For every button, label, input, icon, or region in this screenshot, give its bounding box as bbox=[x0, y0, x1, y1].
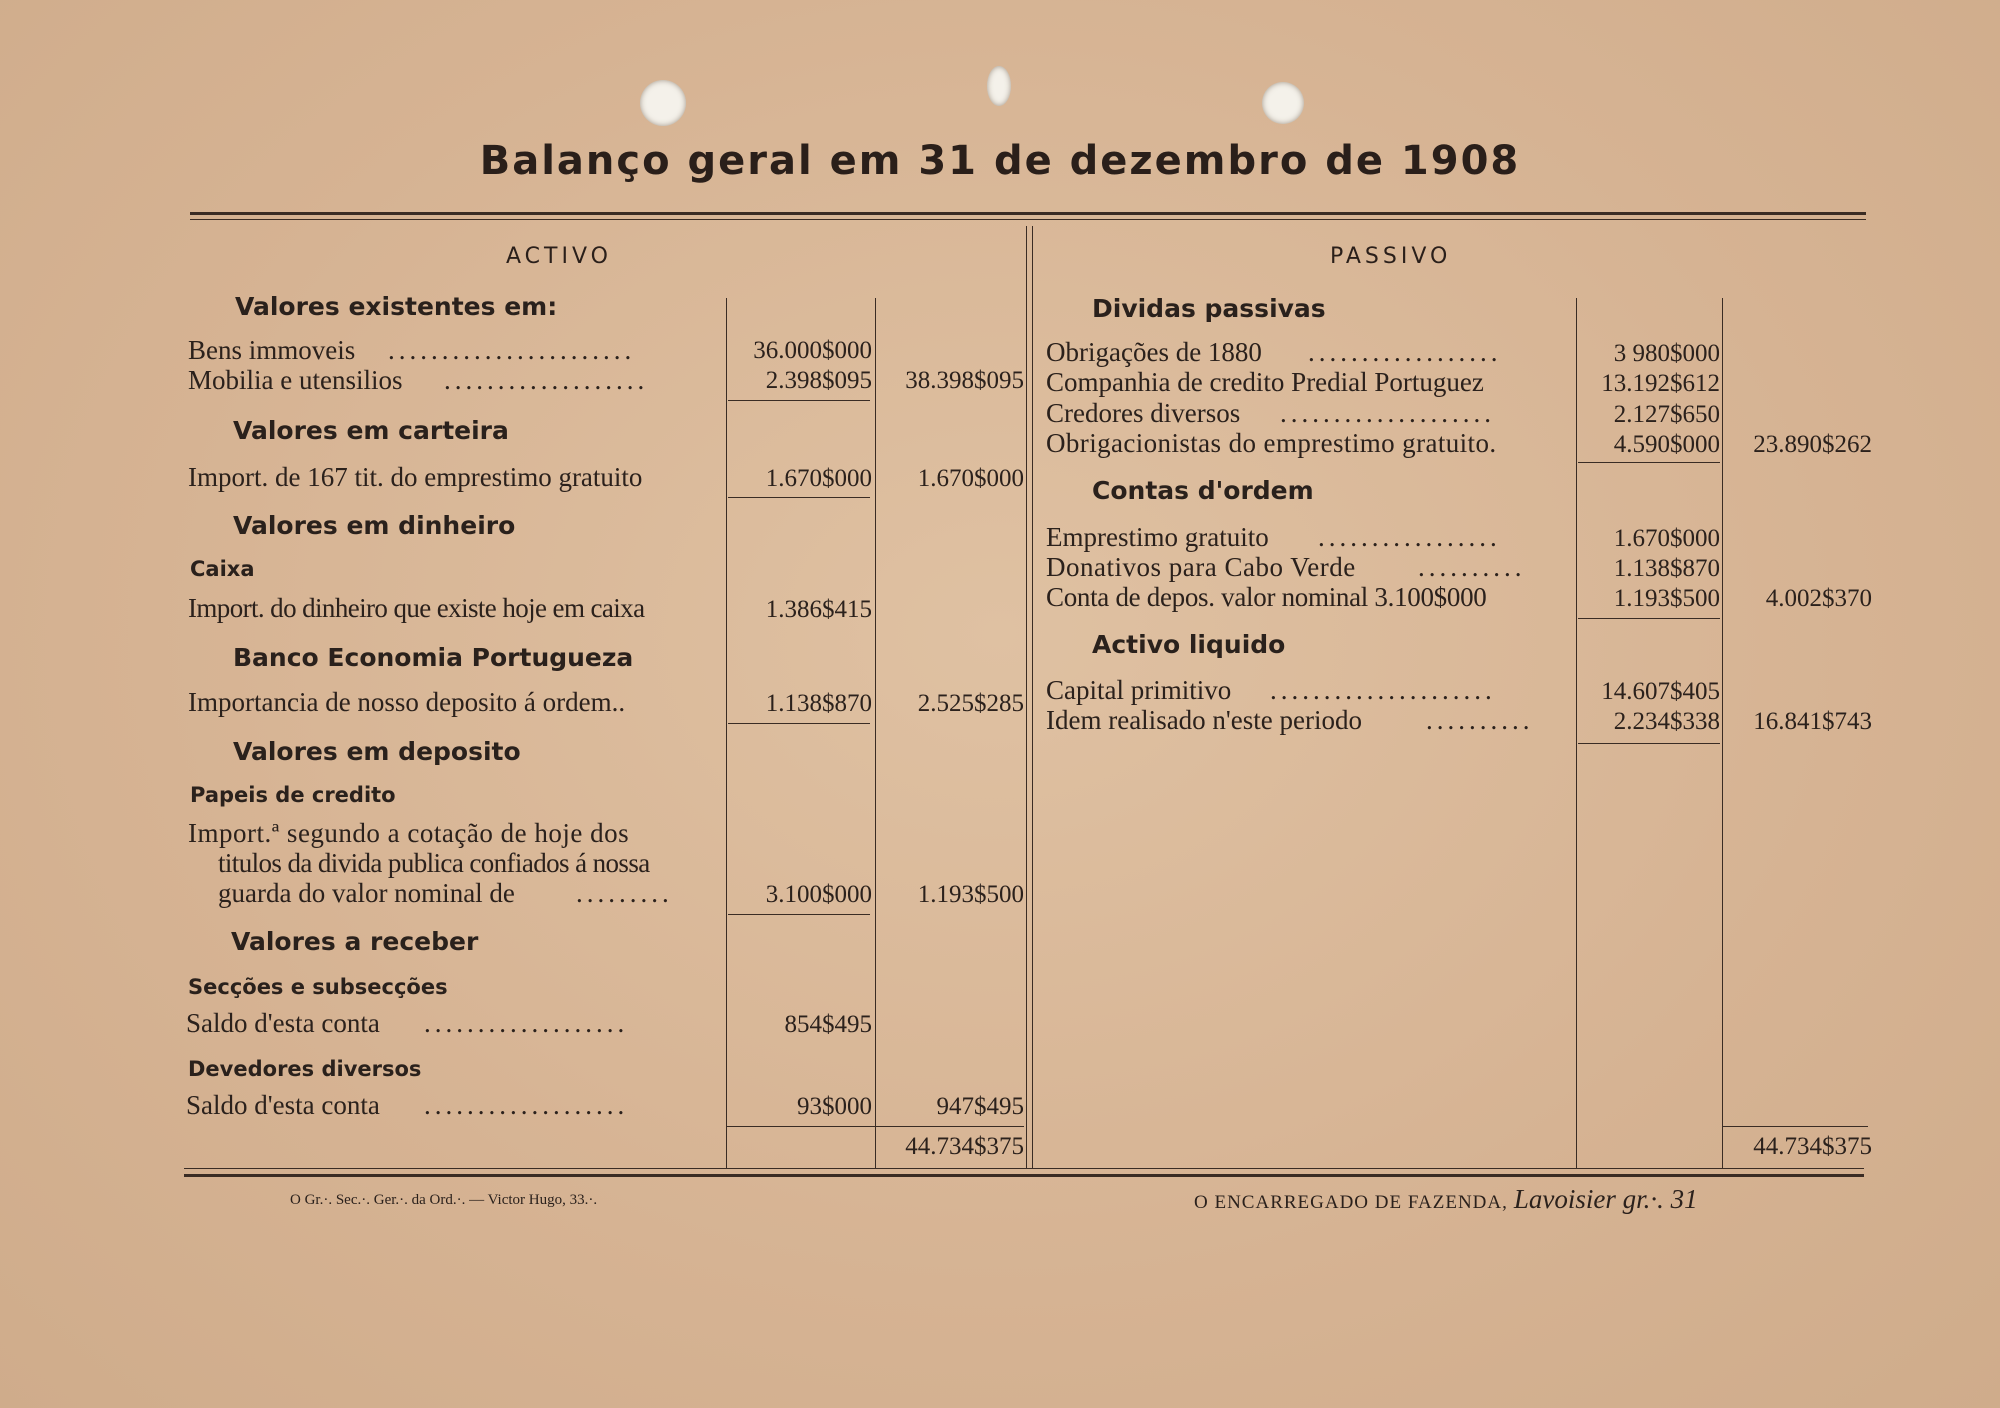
dot-leader: ......... bbox=[576, 878, 673, 908]
row-obrigacionistas-partial: 4.590$000 bbox=[1613, 431, 1720, 458]
row-emprestimo-label: Emprestimo gratuito bbox=[1046, 522, 1269, 552]
row-idem-total: 16.841$743 bbox=[1753, 708, 1872, 735]
footer-right-title: O ENCARREGADO DE FAZENDA, bbox=[1194, 1192, 1508, 1213]
subsection-papeis-credito: Papeis de credito bbox=[190, 783, 396, 807]
passivo-grand-total: 44.734$375 bbox=[1753, 1133, 1872, 1160]
row-emprestimo-partial: 1.670$000 bbox=[1613, 525, 1720, 552]
section-activo-liquido: Activo liquido bbox=[1092, 630, 1286, 659]
footer-left: O Gr.·. Sec.·. Ger.·. da Ord.·. — Victor Hugo, 33.·. bbox=[290, 1192, 598, 1208]
row-obrig1880-label: Obrigações de 1880 bbox=[1046, 337, 1262, 367]
row-donativos-label: Donativos para Cabo Verde bbox=[1046, 552, 1356, 582]
dot-leader: ....................... bbox=[388, 335, 636, 365]
dot-leader: .......... bbox=[1418, 552, 1526, 582]
row-import167-label: Import. de 167 tit. do emprestimo gratuito bbox=[188, 462, 643, 492]
row-depos-label: Conta de depos. valor nominal 3.100$000 bbox=[1046, 582, 1487, 612]
row-banco-partial: 1.138$870 bbox=[765, 690, 872, 717]
passivo-total-column-line bbox=[1722, 298, 1723, 1168]
subtotal-rule bbox=[1578, 462, 1720, 463]
section-valores-receber: Valores a receber bbox=[231, 927, 479, 956]
activo-total-column-line bbox=[875, 298, 876, 1168]
section-dividas-passivas: Dividas passivas bbox=[1092, 294, 1326, 323]
subtotal-rule bbox=[1722, 1126, 1868, 1127]
row-credores-partial: 2.127$650 bbox=[1613, 401, 1720, 428]
row-papeis-partial: 3.100$000 bbox=[765, 881, 872, 908]
dot-leader: ..................... bbox=[1270, 675, 1496, 705]
row-companhia-label: Companhia de credito Predial Portuguez bbox=[1046, 367, 1484, 397]
activo-partial-column-line bbox=[726, 298, 727, 1168]
dot-leader: ................. bbox=[1318, 522, 1501, 552]
row-credores-label: Credores diversos bbox=[1046, 398, 1241, 428]
row-seccoes-partial: 854$495 bbox=[784, 1011, 872, 1038]
row-obrig1880-partial: 3 980$000 bbox=[1613, 340, 1720, 367]
passivo-partial-column-line bbox=[1576, 298, 1577, 1168]
row-caixa-partial: 1.386$415 bbox=[765, 596, 872, 623]
footer-right-name: Lavoisier gr.·. 31 bbox=[1513, 1184, 1698, 1214]
row-bens-partial: 36.000$000 bbox=[753, 337, 872, 364]
subsection-caixa: Caixa bbox=[190, 557, 255, 581]
center-divider-2 bbox=[1032, 226, 1033, 1168]
row-depos-partial: 1.193$500 bbox=[1613, 585, 1720, 612]
dot-leader: ................... bbox=[444, 365, 649, 395]
subsection-seccoes: Secções e subsecções bbox=[188, 975, 448, 999]
row-obrigacionistas-total: 23.890$262 bbox=[1753, 431, 1872, 458]
row-import167-total: 1.670$000 bbox=[917, 465, 1024, 492]
section-valores-carteira: Valores em carteira bbox=[233, 416, 509, 445]
dot-leader: ................... bbox=[424, 1008, 629, 1038]
row-papeis-line1: Import.ª segundo a cotação de hoje dos bbox=[188, 818, 630, 848]
top-rule bbox=[190, 212, 1866, 215]
row-papeis-line2: titulos da divida publica confiados á nossa bbox=[218, 848, 650, 878]
row-mobilia-partial: 2.398$095 bbox=[765, 367, 872, 394]
dot-leader: ................... bbox=[424, 1090, 629, 1120]
row-devedores-label: Saldo d'esta conta bbox=[186, 1090, 380, 1120]
row-donativos-partial: 1.138$870 bbox=[1613, 555, 1720, 582]
punch-hole-center bbox=[987, 66, 1011, 106]
subtotal-rule bbox=[726, 1126, 1024, 1127]
subtotal-rule bbox=[728, 497, 870, 498]
row-caixa-label: Import. do dinheiro que existe hoje em caixa bbox=[188, 593, 645, 623]
bottom-rule bbox=[184, 1168, 1864, 1169]
bottom-rule-2 bbox=[184, 1174, 1864, 1177]
row-banco-label: Importancia de nosso deposito á ordem.. bbox=[188, 687, 626, 717]
section-valores-dinheiro: Valores em dinheiro bbox=[233, 511, 516, 540]
dot-leader: .................. bbox=[1308, 337, 1502, 367]
activo-grand-total: 44.734$375 bbox=[905, 1133, 1024, 1160]
section-valores-existentes: Valores existentes em: bbox=[235, 292, 558, 321]
punch-hole-right bbox=[1262, 82, 1304, 124]
subsection-devedores: Devedores diversos bbox=[188, 1057, 422, 1081]
footer-right bbox=[1194, 1184, 1698, 1215]
page-title: Balanço geral em 31 de dezembro de 1908 bbox=[479, 138, 1521, 184]
row-companhia-partial: 13.192$612 bbox=[1601, 370, 1720, 397]
row-devedores-partial: 93$000 bbox=[797, 1093, 872, 1120]
row-bens-label: Bens immoveis bbox=[188, 335, 356, 365]
dot-leader: .................... bbox=[1280, 398, 1495, 428]
row-idem-label: Idem realisado n'este periodo bbox=[1046, 705, 1362, 735]
row-import167-partial: 1.670$000 bbox=[765, 465, 872, 492]
row-papeis-total: 1.193$500 bbox=[917, 881, 1024, 908]
section-banco: Banco Economia Portugueza bbox=[233, 643, 634, 672]
row-idem-partial: 2.234$338 bbox=[1613, 708, 1720, 735]
row-banco-total: 2.525$285 bbox=[917, 690, 1024, 717]
passivo-heading: PASSIVO bbox=[1330, 244, 1452, 269]
row-capital-label: Capital primitivo bbox=[1046, 675, 1232, 705]
subtotal-rule bbox=[1578, 618, 1720, 619]
row-capital-partial: 14.607$405 bbox=[1601, 678, 1720, 705]
row-papeis-label: guarda do valor nominal de bbox=[218, 878, 515, 908]
row-depos-total: 4.002$370 bbox=[1765, 585, 1872, 612]
row-obrigacionistas-label: Obrigacionistas do emprestimo gratuito. bbox=[1046, 428, 1497, 458]
punch-hole-left bbox=[640, 80, 686, 126]
row-mobilia-total: 38.398$095 bbox=[905, 367, 1024, 394]
subtotal-rule bbox=[728, 914, 870, 915]
top-rule-2 bbox=[190, 219, 1866, 220]
subtotal-rule bbox=[728, 723, 870, 724]
section-contas-ordem: Contas d'ordem bbox=[1092, 476, 1314, 505]
dot-leader: .......... bbox=[1426, 705, 1534, 735]
row-mobilia-label: Mobilia e utensilios bbox=[188, 365, 403, 395]
subtotal-rule bbox=[1578, 743, 1720, 744]
subtotal-rule bbox=[728, 400, 870, 401]
activo-heading: ACTIVO bbox=[506, 244, 612, 269]
center-divider bbox=[1026, 226, 1027, 1168]
section-valores-deposito: Valores em deposito bbox=[233, 737, 521, 766]
row-devedores-total: 947$495 bbox=[936, 1093, 1024, 1120]
row-seccoes-label: Saldo d'esta conta bbox=[186, 1008, 380, 1038]
